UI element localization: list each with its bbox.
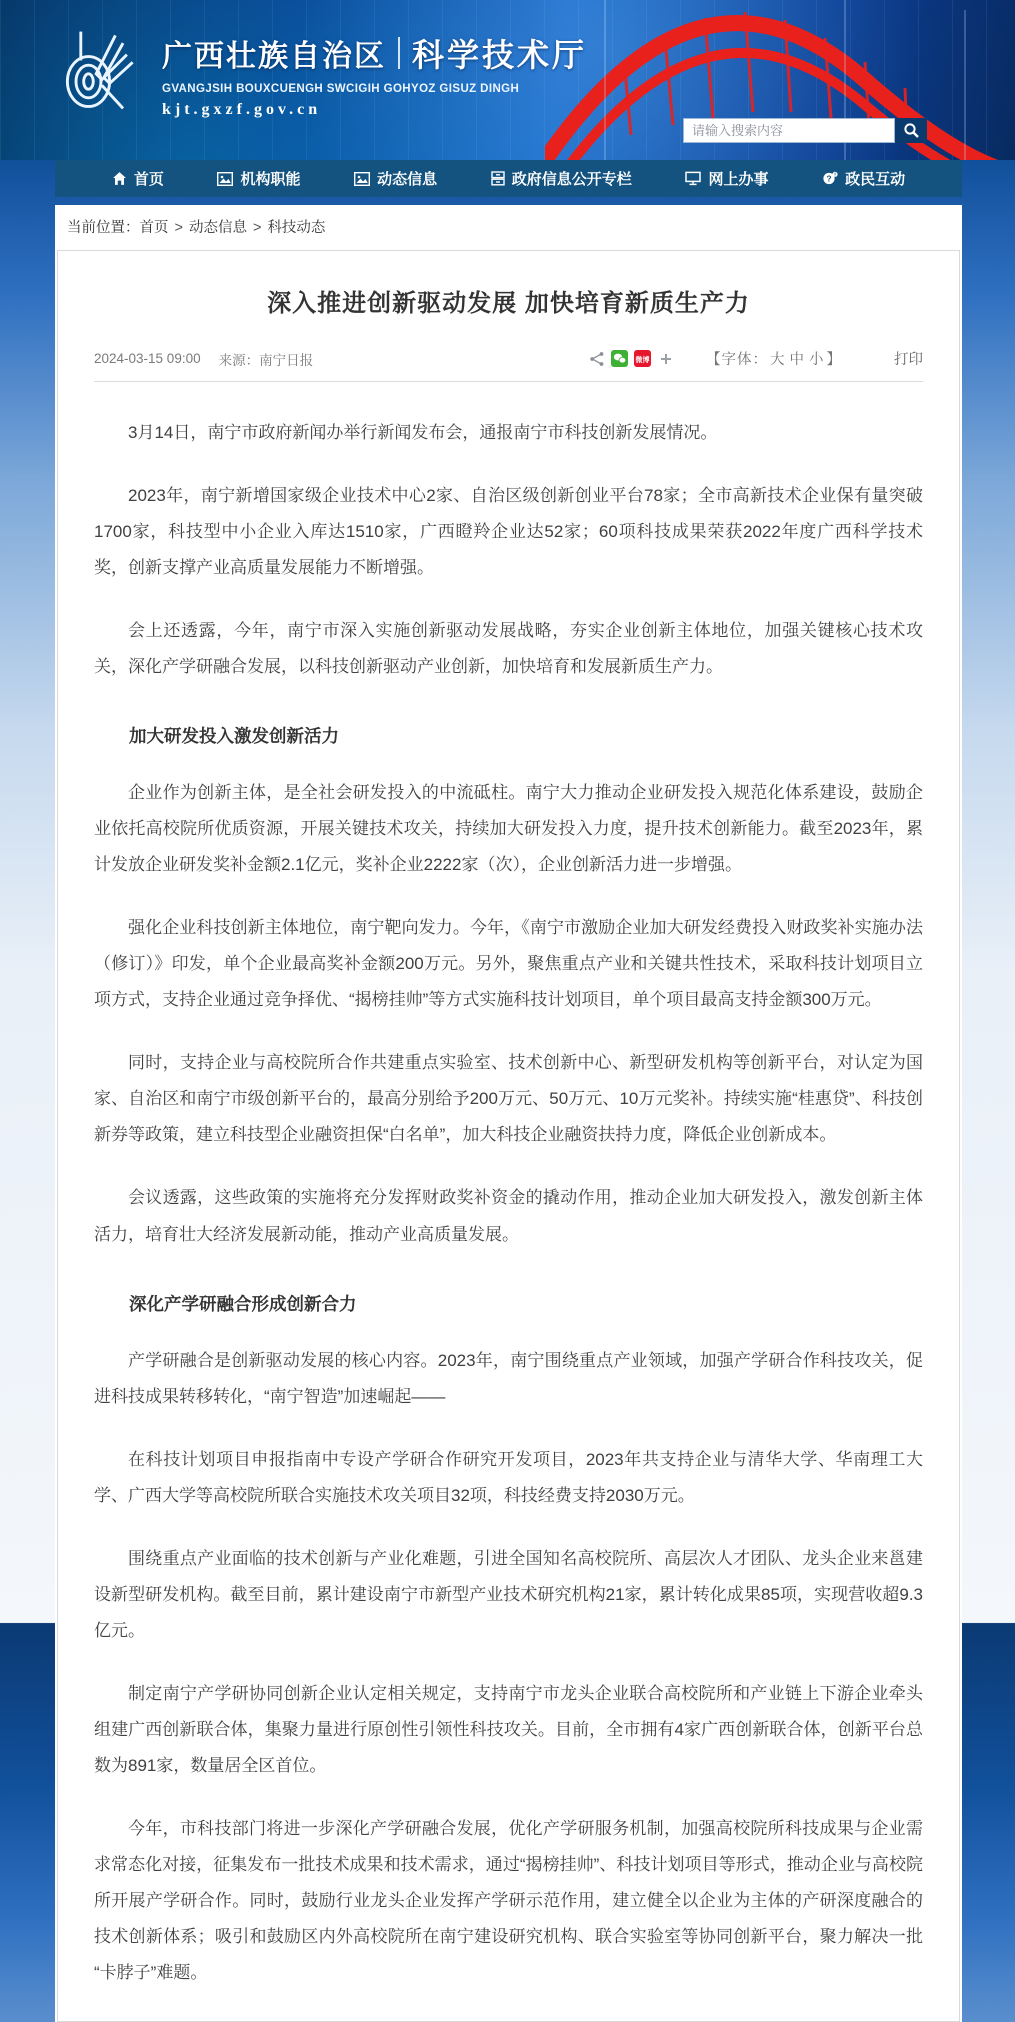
image-icon	[354, 172, 370, 186]
site-zhuang-name: GVANGJSIH BOUXCUENGH SWCIGIH GOHYOZ GISUZ DINGH	[162, 83, 520, 95]
title-divider	[398, 37, 400, 69]
article-paragraph: 产学研融合是创新驱动发展的核心内容。2023年，南宁围绕重点产业领域，加强产学研合作科技攻关，促进科技成果转移转化，“南宁智造”加速崛起——	[94, 1350, 923, 1406]
article-source: 来源：南宁日报	[218, 352, 314, 368]
nav-item-label: 动态信息	[377, 171, 438, 188]
plus-icon[interactable]	[657, 350, 674, 367]
monitor-icon	[685, 171, 701, 186]
site-region-name: 广西壮族自治区	[162, 40, 386, 73]
font-size-medium-button[interactable]: 中	[789, 352, 805, 368]
chat-question-icon	[822, 171, 838, 186]
article-paragraph: 会上还透露，今年，南宁市深入实施创新驱动发展战略，夯实企业创新主体地位，加强关键核心技术攻关，深化产学研融合发展，以科技创新驱动产业创新，加快培育和发展新质生产力。	[94, 621, 923, 677]
article-paragraph: 2023年，南宁新增国家级企业技术中心2家、自治区级创新创业平台78家；全市高新技术企业保有量突破1700家，科技型中小企业入库达1510家，广西瞪羚企业达52家；60项科技成果荣获2022年度广西科学技术奖，创新支撑产业高质量发展能力不断增强。	[94, 486, 923, 578]
search-button[interactable]	[895, 118, 927, 143]
article-subheading: 深化产学研融合形成创新合力	[129, 1293, 357, 1314]
share-strip	[588, 350, 674, 367]
font-size-control	[706, 348, 842, 369]
bk-monogram-logo[interactable]	[52, 22, 148, 118]
article-subheading: 加大研发投入激发创新活力	[129, 726, 339, 747]
article-body	[94, 382, 923, 1991]
article-paragraph: 企业作为创新主体，是全社会研发投入的中流砥柱。南宁大力推动企业研发投入规范化体系建设，鼓励企业依托高校院所优质资源，开展关键技术攻关，持续加大研发投入力度，提升技术创新能力。截至2023年，累计发放企业研发奖补金额2.1亿元，奖补企业2222家（次），企业创新活力进一步增强。	[94, 783, 923, 875]
main-nav	[55, 160, 962, 197]
nav-item-3[interactable]	[354, 168, 437, 189]
breadcrumb-label: 当前位置：	[67, 220, 140, 236]
font-control-open: 【字体：	[706, 352, 768, 368]
site-banner	[0, 0, 1015, 160]
article-paragraph: 会议透露，这些政策的实施将充分发挥财政奖补资金的撬动作用，推动企业加大研发投入，激发创新主体活力，培育壮大经济发展新动能，推动产业高质量发展。	[94, 1188, 923, 1244]
article-paragraph: 强化企业科技创新主体地位，南宁靶向发力。今年，《南宁市激励企业加大研发经费投入财政奖补实施办法（修订）》印发，单个企业最高奖补金额200万元。另外，聚焦重点产业和关键共性技术，采取科技计划项目立项方式，支持企业通过竞争择优、“揭榜挂帅”等方式实施科技计划项目，单个项目最高支持金额300万元。	[94, 918, 923, 1010]
nav-item-5[interactable]	[685, 168, 768, 189]
font-size-small-button[interactable]: 小	[809, 352, 825, 368]
nav-item-label: 机构职能	[240, 171, 301, 188]
breadcrumb-item-2[interactable]: 动态信息	[188, 220, 247, 236]
article-paragraph: 在科技计划项目申报指南中专设产学研合作研究开发项目，2023年共支持企业与清华大学、华南理工大学、广西大学等高校院所联合实施技术攻关项目32项，科技经费支持2030万元。	[94, 1449, 923, 1505]
article-title: 深入推进创新驱动发展 加快培育新质生产力	[267, 290, 750, 317]
article-meta-row	[94, 348, 923, 382]
nav-item-label: 政民互动	[845, 171, 906, 188]
article-paragraph: 制定南宁产学研协同创新企业认定相关规定，支持南宁市龙头企业联合高校院所和产业链上下游企业牵头组建广西创新联合体，集聚力量进行原创性引领性科技攻关。目前，全市拥有4家广西创新联合体，创新平台总数为891家，数量居全区首位。	[94, 1683, 923, 1775]
breadcrumb-separator: >	[252, 220, 262, 236]
svg-text:微博: 微博	[635, 356, 650, 364]
wechat-icon[interactable]	[611, 350, 628, 367]
nav-item-label: 政府信息公开专栏	[511, 171, 632, 188]
font-size-large-button[interactable]: 大	[770, 352, 786, 368]
site-department-name: 科学技术厅	[412, 37, 588, 73]
article-card	[57, 250, 960, 2022]
font-control-close: 】	[826, 352, 842, 368]
breadcrumb	[55, 205, 962, 246]
svg-text:?: ?	[826, 173, 832, 184]
search-input[interactable]	[683, 118, 895, 143]
article-paragraph: 今年，市科技部门将进一步深化产学研融合发展，优化产学研服务机制，加强高校院所科技成果与企业需求常态化对接，征集发布一批技术成果和技术需求，通过“揭榜挂帅”、科技计划项目等形式，推动企业与高校院所开展产学研合作。同时，鼓励行业龙头企业发挥产学研示范作用，建立健全以企业为主体的产研深度融合的技术创新体系；吸引和鼓励区内外高校院所在南宁建设研究机构、联合实验室等协同创新平台，聚力解决一批“卡脖子”难题。	[94, 1818, 923, 1982]
site-url[interactable]: kjt.gxzf.gov.cn	[162, 101, 322, 118]
site-title-block	[162, 22, 587, 119]
site-search	[683, 118, 927, 143]
breadcrumb-item-1[interactable]: 首页	[139, 220, 169, 236]
nav-item-1[interactable]	[112, 168, 164, 189]
breadcrumb-item-3[interactable]: 科技动态	[267, 220, 326, 236]
image-icon	[217, 172, 233, 186]
nav-item-2[interactable]	[217, 168, 300, 189]
nav-item-4[interactable]	[491, 168, 632, 189]
share-icon[interactable]	[588, 350, 605, 367]
content-container	[55, 205, 962, 2022]
nav-item-6[interactable]	[822, 168, 905, 189]
search-icon	[903, 122, 920, 139]
nav-item-label: 首页	[133, 171, 164, 188]
home-icon	[112, 171, 127, 186]
weibo-icon[interactable]	[634, 350, 651, 367]
article-paragraph: 3月14日，南宁市政府新闻办举行新闻发布会，通报南宁市科技创新发展情况。	[128, 423, 718, 442]
cabinet-icon	[491, 171, 505, 186]
breadcrumb-separator: >	[174, 220, 183, 236]
print-button[interactable]: 打印	[894, 352, 923, 368]
article-paragraph: 围绕重点产业面临的技术创新与产业化难题，引进全国知名高校院所、高层次人才团队、龙头企业来邕建设新型研发机构。截至目前，累计建设南宁市新型产业技术研究机构21家，累计转化成果85项，实现营收超9.3亿元。	[94, 1548, 923, 1640]
svg-text:!: !	[834, 172, 837, 179]
nav-item-label: 网上办事	[708, 171, 769, 188]
article-paragraph: 同时，支持企业与高校院所合作共建重点实验室、技术创新中心、新型研发机构等创新平台，对认定为国家、自治区和南宁市级创新平台的，最高分别给予200万元、50万元、10万元奖补。持续实施“桂惠贷”、科技创新券等政策，建立科技型企业融资担保“白名单”，加大科技企业融资扶持力度，降低企业创新成本。	[94, 1053, 923, 1145]
article-date: 2024-03-15 09:00	[94, 351, 201, 366]
